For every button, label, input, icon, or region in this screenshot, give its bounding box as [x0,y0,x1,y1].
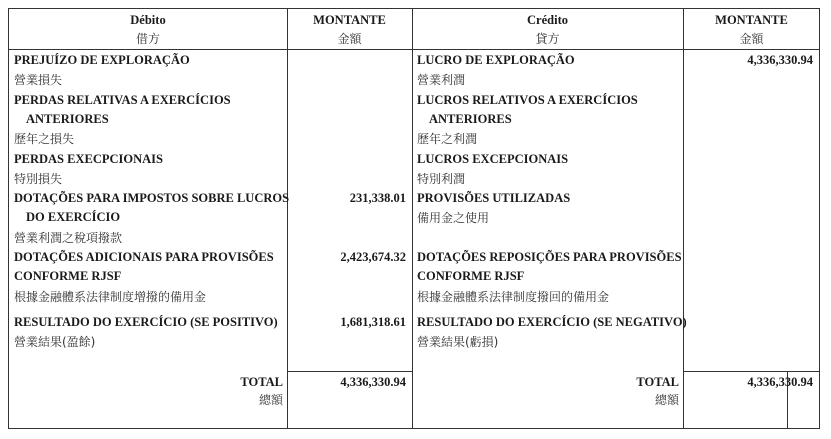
header-debit-amount [287,12,412,47]
debit-amount: 2,423,674.32 [340,250,406,264]
column-divider [287,9,288,428]
debit-label: ANTERIORES [26,112,109,126]
debit-label: PREJUÍZO DE EXPLORAÇÃO [14,53,190,67]
credit-label: RESULTADO DO EXERCÍCIO (SE NEGATIVO) [417,315,687,329]
debit-label-zh: 營業結果(盈餘) [14,335,96,349]
debit-label: CONFORME RJSF [14,269,122,283]
header-credit-amount [683,12,820,47]
total-divider [287,371,412,372]
header-credit-pt: Crédito [527,13,568,27]
debit-total-amount: 4,336,330.94 [340,375,406,389]
credit-label-zh: 營業結果(虧損) [417,335,499,349]
debit-amount: 231,338.01 [349,191,406,205]
header-debit-zh: 借方 [135,32,160,46]
header-credit-amount-zh: 金額 [739,32,764,46]
credit-label-zh: 根據金融體系法律制度撥回的備用金 [417,290,610,304]
header-credit [412,12,683,47]
credit-label: DOTAÇÕES REPOSIÇÕES PARA PROVISÕES [417,250,682,264]
profit-loss-table [8,8,820,429]
debit-label: PERDAS RELATIVAS A EXERCÍCIOS [14,93,231,107]
header-debit-amount-pt: MONTANTE [313,13,386,27]
debit-total-label: TOTAL [240,375,283,389]
debit-label: DO EXERCÍCIO [26,210,121,224]
debit-label-zh: 歷年之損失 [14,132,75,146]
header-credit-zh: 貸方 [535,32,560,46]
debit-label-zh: 營業利潤之稅項撥款 [14,231,123,245]
credit-label: LUCROS EXCEPCIONAIS [417,152,569,166]
header-debit [9,12,287,47]
credit-label-zh: 營業利潤 [417,73,466,87]
header-credit-amount-pt: MONTANTE [715,13,788,27]
debit-label: PERDAS EXECPCIONAIS [14,152,163,166]
debit-label-zh: 根據金融體系法律制度增撥的備用金 [14,290,207,304]
total-divider [683,371,820,372]
debit-label: RESULTADO DO EXERCÍCIO (SE POSITIVO) [14,315,278,329]
credit-total-label: TOTAL [636,375,679,389]
credit-label-zh: 備用金之使用 [417,211,490,225]
credit-label-zh: 特別利潤 [417,172,466,186]
column-divider [412,9,413,428]
credit-amount: 4,336,330.94 [747,53,813,67]
credit-label: LUCROS RELATIVOS A EXERCÍCIOS [417,93,638,107]
credit-label: PROVISÕES UTILIZADAS [417,191,571,205]
debit-label: DOTAÇÕES ADICIONAIS PARA PROVISÕES [14,250,274,264]
column-divider [683,9,684,428]
credit-total-label-zh: 總額 [654,393,679,407]
debit-label-zh: 營業損失 [14,73,63,87]
debit-amount: 1,681,318.61 [340,315,406,329]
credit-label-zh: 歷年之利潤 [417,132,478,146]
debit-label-zh: 特別損失 [14,172,63,186]
header-divider [9,49,819,50]
credit-label: CONFORME RJSF [417,269,525,283]
debit-label: DOTAÇÕES PARA IMPOSTOS SOBRE LUCROS [14,191,290,205]
header-debit-pt: Débito [130,13,166,27]
debit-total-label-zh: 總額 [258,393,283,407]
credit-label: LUCRO DE EXPLORAÇÃO [417,53,575,67]
credit-total-amount: 4,336,330.94 [747,375,813,389]
header-debit-amount-zh: 金額 [337,32,362,46]
credit-label: ANTERIORES [429,112,512,126]
